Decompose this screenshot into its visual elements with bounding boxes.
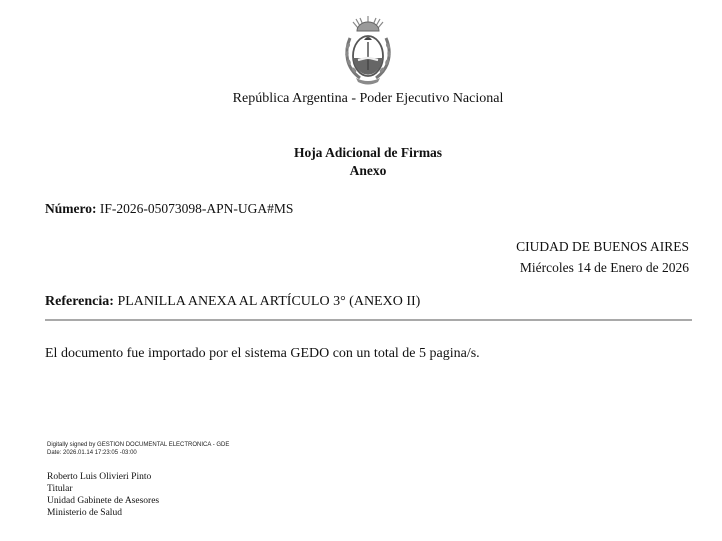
document-city: CIUDAD DE BUENOS AIRES xyxy=(516,239,689,254)
document-title: Hoja Adicional de Firmas xyxy=(293,145,443,160)
document-date: Miércoles 14 de Enero de 2026 xyxy=(519,260,689,275)
reference-value: PLANILLA ANEXA AL ARTÍCULO 3° (ANEXO II) xyxy=(117,294,421,309)
signer-unit: Unidad Gabinete de Asesores xyxy=(47,496,160,506)
signer-ministry: Ministerio de Salud xyxy=(47,508,122,518)
argentina-coat-of-arms-icon xyxy=(340,12,396,92)
document-number-label: Número: xyxy=(45,201,97,216)
section-divider xyxy=(45,319,692,321)
reference-label: Referencia: xyxy=(45,294,114,309)
document-number-value: IF-2026-05073098-APN-UGA#MS xyxy=(99,201,294,216)
digital-signature-line: Digitally signed by GESTION DOCUMENTAL ELECTRONICA - GDE xyxy=(47,442,230,448)
issuer-heading: República Argentina - Poder Ejecutivo Nacional xyxy=(232,91,504,106)
document-body: El documento fue importado por el sistema GEDO con un total de 5 pagina/s. xyxy=(45,346,480,361)
document-number xyxy=(45,201,293,217)
document-reference xyxy=(45,294,420,310)
signer-name: Roberto Luis Olivieri Pinto xyxy=(47,472,152,482)
digital-signature-date: Date: 2026.01.14 17:23:05 -03:00 xyxy=(47,450,137,456)
signer-role: Titular xyxy=(47,484,73,494)
document-subtitle: Anexo xyxy=(349,163,387,178)
